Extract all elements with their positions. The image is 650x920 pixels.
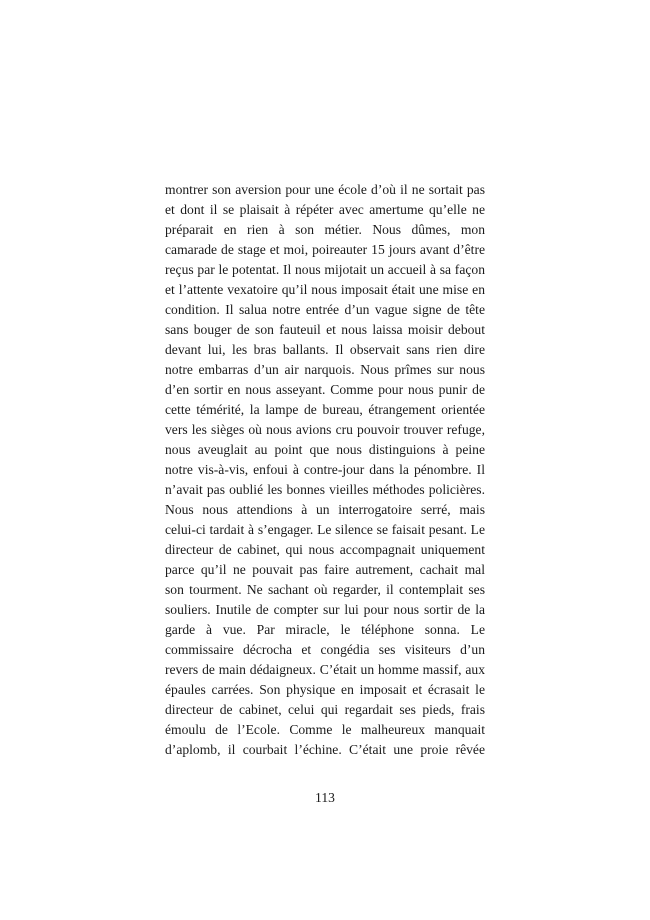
text-line: directeur de cabinet, qui nous accompagnait uniquement [165,542,485,557]
text-line: vers les sièges où nous avions cru pouvoir trouver refuge, [165,422,485,437]
text-line: d’aplomb, il courbait l’échine. C’était une proie rêvée [165,742,485,757]
body-text [165,180,485,760]
text-line: n’avait pas oublié les bonnes vieilles méthodes policières. [165,482,485,497]
text-line: et dont il se plaisait à répéter avec amertume qu’elle ne [165,202,485,217]
text-line: sans bouger de son fauteuil et nous laissa moisir debout [165,322,485,337]
text-line: commissaire décrocha et congédia ses visiteurs d’un [165,642,485,657]
text-line: nous aveuglait au point que nous distinguions à peine [165,442,485,457]
text-line: préparait en rien à son métier. Nous dûmes, mon [165,222,485,237]
text-line: émoulu de l’Ecole. Comme le malheureux manquait [165,722,485,737]
text-line: souliers. Inutile de compter sur lui pour nous sortir de la [165,602,485,617]
text-line: notre embarras d’un air narquois. Nous prîmes sur nous [165,362,485,377]
text-line: camarade de stage et moi, poireauter 15 jours avant d’être [165,242,485,257]
text-line: parce qu’il ne pouvait pas faire autrement, cachait mal [165,562,485,577]
text-line: reçus par le potentat. Il nous mijotait un accueil à sa façon [165,262,485,277]
text-line: son tourment. Ne sachant où regarder, il contemplait ses [165,582,485,597]
text-line: celui-ci tardait à s’engager. Le silence se faisait pesant. Le [165,522,485,537]
text-line: et l’attente vexatoire qu’il nous imposait était une mise en [165,282,485,297]
text-line: garde à vue. Par miracle, le téléphone sonna. Le [165,622,485,637]
text-line: revers de main dédaigneux. C’était un homme massif, aux [165,662,485,677]
text-line: notre vis-à-vis, enfoui à contre-jour dans la pénombre. Il [165,462,485,477]
page-number: 113 [315,790,335,805]
text-line: cette témérité, la lampe de bureau, étrangement orientée [165,402,485,417]
text-line: épaules carrées. Son physique en imposait et écrasait le [165,682,485,697]
text-line: Nous nous attendions à un interrogatoire serré, mais [165,502,485,517]
text-line: montrer son aversion pour une école d’où il ne sortait pas [165,182,485,197]
text-line: d’en sortir en nous asseyant. Comme pour nous punir de [165,382,485,397]
text-line: devant lui, les bras ballants. Il observait sans rien dire [165,342,485,357]
text-line: condition. Il salua notre entrée d’un vague signe de tête [165,302,485,317]
text-line: directeur de cabinet, celui qui regardait ses pieds, frais [165,702,485,717]
